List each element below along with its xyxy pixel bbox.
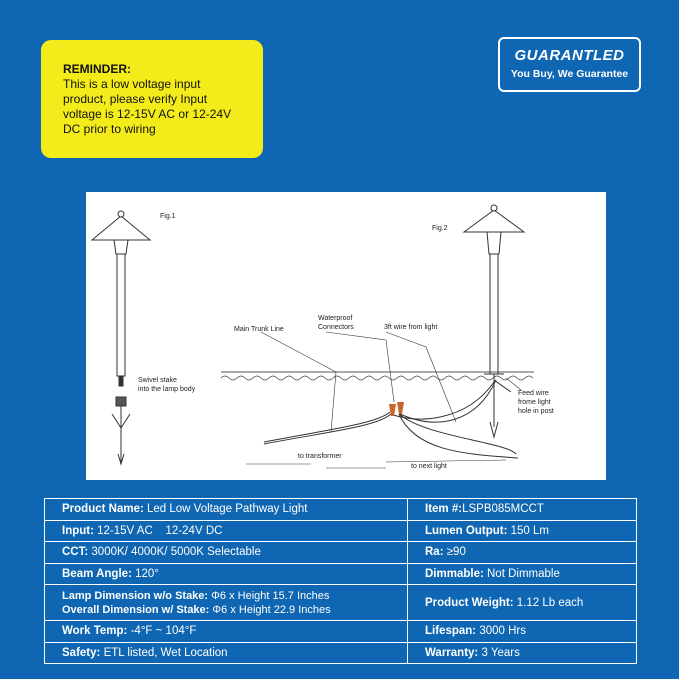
swivel-label: into the lamp body [138, 386, 196, 393]
spec-cell [408, 621, 637, 643]
reminder-title: REMINDER: [63, 62, 131, 76]
installation-diagram [86, 192, 606, 480]
spec-value: ≥90 [446, 546, 466, 559]
spec-label: Warranty: [425, 646, 479, 659]
spec-value: 3000K/ 4000K/ 5000K Selectable [91, 546, 261, 559]
reminder-line: This is a low voltage input [63, 77, 201, 91]
spec-label: Lumen Output: [425, 524, 508, 537]
reminder-line: DC prior to wiring [63, 122, 156, 136]
spec-label: Lamp Dimension w/o Stake: [62, 589, 209, 602]
table-row [45, 621, 637, 643]
spec-table [44, 498, 637, 664]
spec-value: Not Dimmable [487, 567, 560, 580]
table-row [45, 563, 637, 585]
spec-value: 120° [135, 567, 159, 580]
spec-cell [408, 499, 637, 521]
spec-label: Item #: [425, 503, 463, 516]
spec-label: Product Name: [62, 503, 144, 516]
spec-value: 3 Years [481, 646, 520, 659]
feed-wire-label: hole in post [518, 408, 554, 415]
spec-cell [45, 520, 408, 542]
spec-cell [408, 585, 637, 621]
spec-label: CCT: [62, 546, 89, 559]
spec-label: Lifespan: [425, 625, 477, 638]
table-row [45, 520, 637, 542]
spec-cell [408, 563, 637, 585]
spec-value: 3000 Hrs [479, 625, 526, 638]
table-row [45, 585, 637, 621]
badge-title: GUARANTLED [514, 47, 625, 64]
table-row [45, 542, 637, 564]
fig1-label: Fig.1 [160, 213, 176, 220]
waterproof-connectors [389, 402, 404, 416]
spec-cell [45, 585, 408, 621]
main-trunk-label: Main Trunk Line [234, 326, 284, 333]
spec-label: Product Weight: [425, 596, 514, 609]
fig2-label: Fig.2 [432, 225, 448, 232]
spec-cell [408, 642, 637, 664]
spec-label: Dimmable: [425, 567, 484, 580]
reminder-box [41, 40, 263, 158]
fig1-lamp [92, 211, 150, 464]
spec-cell [408, 542, 637, 564]
spec-cell [45, 642, 408, 664]
spec-cell [45, 621, 408, 643]
spec-value: 12-15V AC 12-24V DC [97, 524, 223, 537]
wiring [264, 380, 518, 458]
spec-value: 1.12 Lb each [516, 596, 584, 609]
spec-label: Ra: [425, 546, 444, 559]
spec-value: ETL listed, Wet Location [103, 646, 228, 659]
table-row [45, 499, 637, 521]
spec-label: Safety: [62, 646, 101, 659]
spec-value: Φ6 x Height 15.7 Inches [211, 589, 330, 602]
spec-cell [45, 542, 408, 564]
spec-value: 150 Lm [510, 524, 549, 537]
wire-3ft-label: 3ft wire from light [384, 324, 438, 331]
swivel-label: Swivel stake [138, 377, 177, 384]
leader-lines [246, 332, 521, 468]
spec-label: Input: [62, 524, 94, 537]
to-next-light-label: to next light [411, 463, 447, 470]
spec-label: Beam Angle: [62, 567, 132, 580]
ground-line [221, 372, 534, 380]
spec-cell [45, 499, 408, 521]
waterproof-label: Connectors [318, 324, 354, 331]
reminder-line: product, please verify Input [63, 92, 208, 106]
spec-value: Φ6 x Height 22.9 Inches [212, 603, 331, 616]
waterproof-label: Waterproof [318, 315, 353, 322]
feed-wire-label: Feed wire [518, 390, 549, 397]
spec-label: Overall Dimension w/ Stake: [62, 603, 210, 616]
table-row [45, 642, 637, 664]
spec-value: -4°F ~ 104°F [130, 625, 197, 638]
spec-value: LSPB085MCCT [462, 503, 544, 516]
spec-value: Led Low Voltage Pathway Light [147, 503, 308, 516]
spec-cell [408, 520, 637, 542]
diagram-svg [86, 192, 606, 480]
to-transformer-label: to transformer [298, 453, 342, 460]
spec-cell [45, 563, 408, 585]
badge-subtitle: You Buy, We Guarantee [510, 68, 629, 80]
reminder-line: voltage is 12-15V AC or 12-24V [63, 107, 232, 121]
guarantee-badge [498, 37, 641, 92]
fig2-lamp [464, 205, 524, 437]
feed-wire-label: frome light [518, 399, 551, 406]
spec-label: Work Temp: [62, 625, 128, 638]
